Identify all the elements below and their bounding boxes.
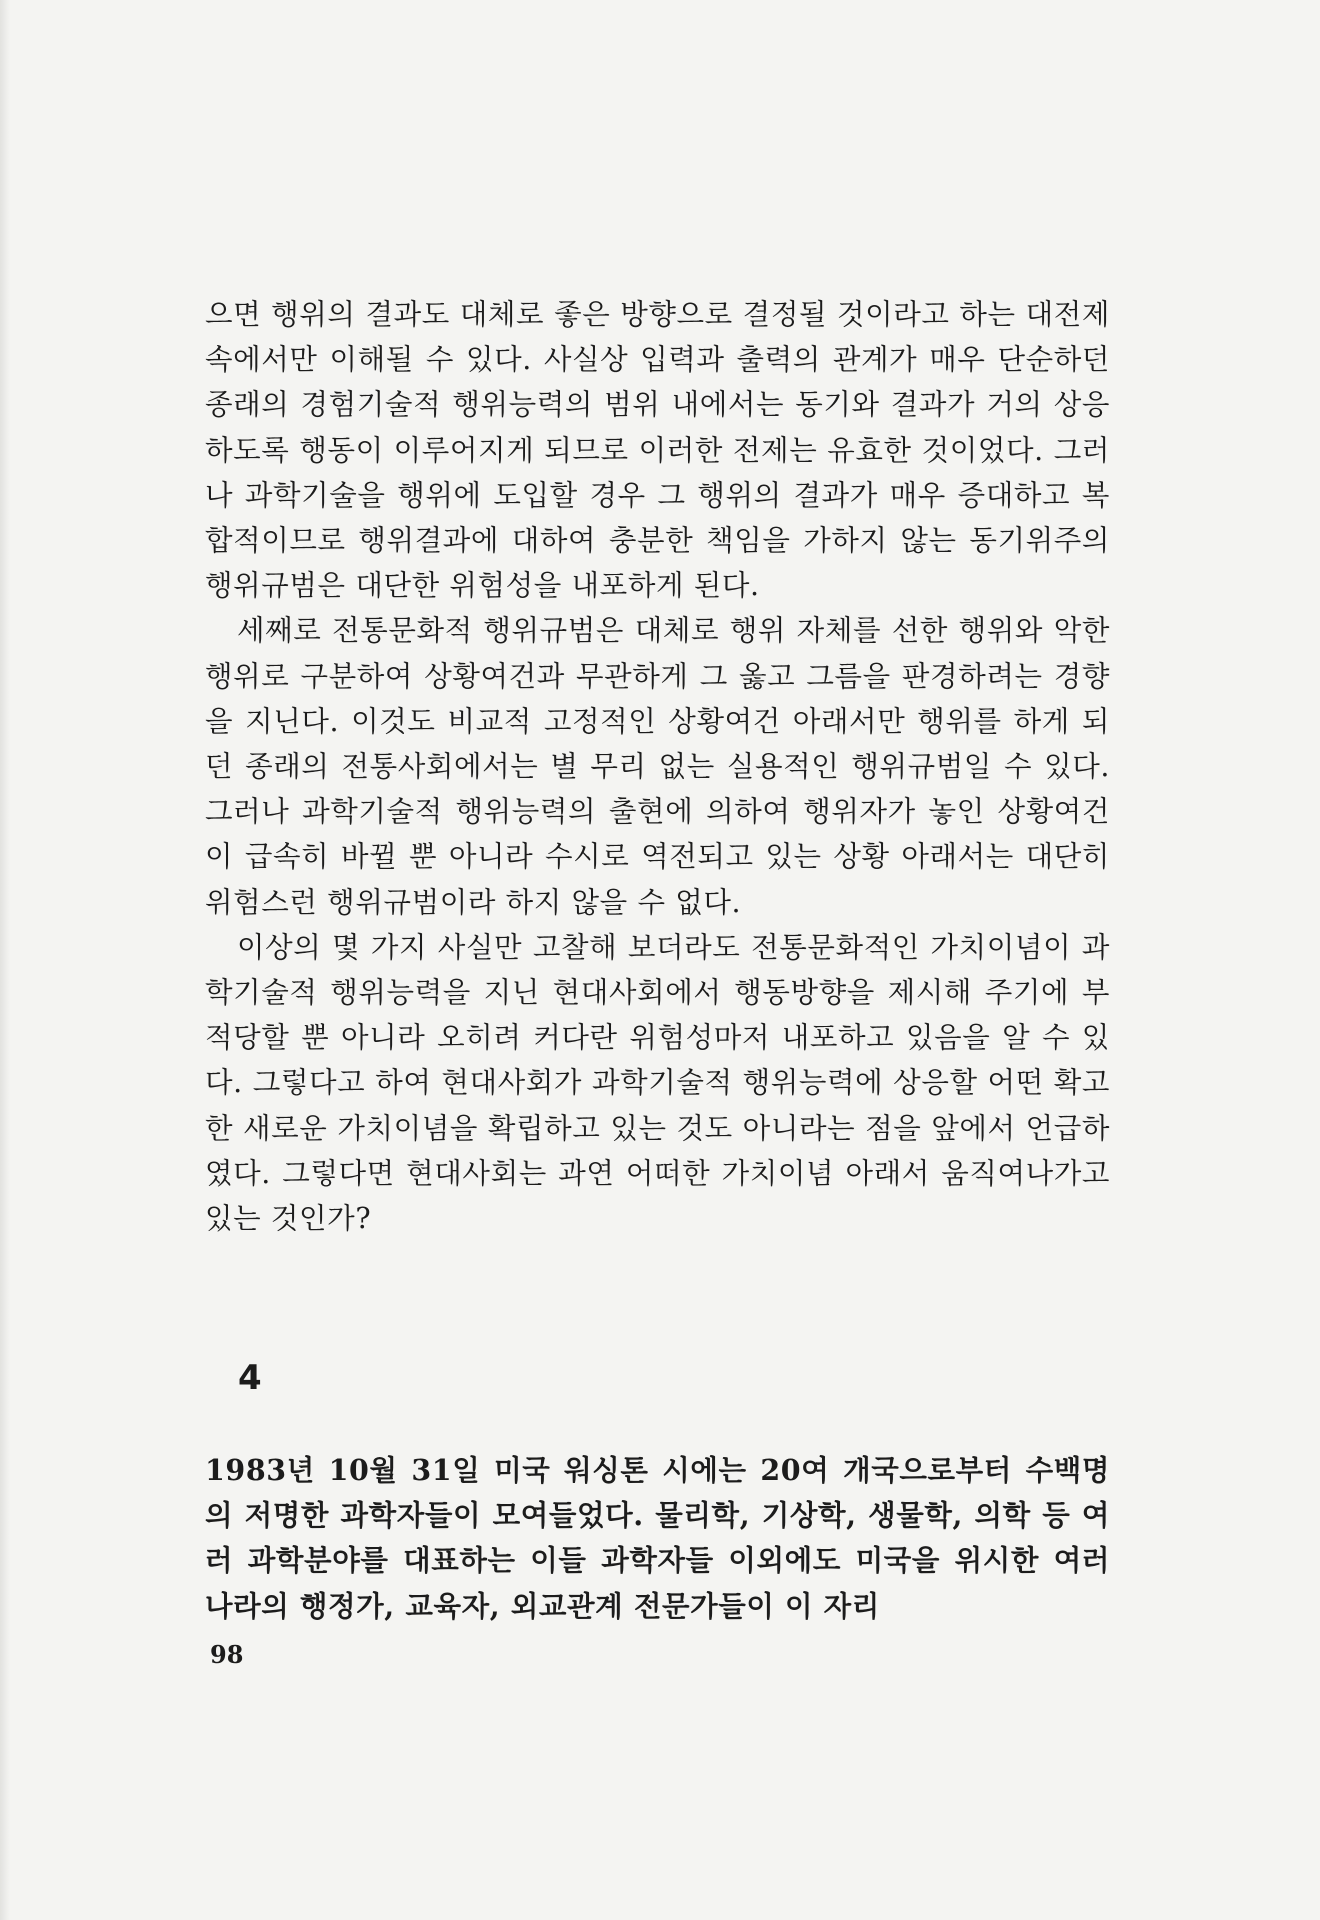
page-edge-shadow bbox=[0, 0, 10, 1920]
body-text-section-4 bbox=[205, 1448, 1110, 1629]
body-text-section-3 bbox=[205, 292, 1110, 1241]
paragraph-1: 으면 행위의 결과도 대체로 좋은 방향으로 결정될 것이라고 하는 대전제 속에서만 이해될 수 있다. 사실상 입력과 출력의 관계가 매우 단순하던 종래의 경험기술적 행위능력의 범위 내에서는 동기와 결과가 거의 상응하도록 행동이 이루어지게 되므로 이러한 전제는 유효한 것이었다. 그러나 과학기술을 행위에 도입할 경우 그 행위의 결과가 매우 증대하고 복합적이므로 행위결과에 대하여 충분한 책임을 가하지 않는 동기위주의 행위규범은 대단한 위험성을 내포하게 된다. bbox=[205, 298, 1110, 603]
paragraph-2: 세째로 전통문화적 행위규범은 대체로 행위 자체를 선한 행위와 악한 행위로 구분하여 상황여건과 무관하게 그 옳고 그름을 판경하려는 경향을 지닌다. 이것도 비교적 고정적인 상황여건 아래서만 행위를 하게 되던 종래의 전통사회에서는 별 무리 없는 실용적인 행위규범일 수 있다. 그러나 과학기술적 행위능력의 출현에 의하여 행위자가 놓인 상황여건이 급속히 바뀔 뿐 아니라 수시로 역전되고 있는 상황 아래서는 대단히 위험스런 행위규범이라 하지 않을 수 없다. bbox=[205, 614, 1110, 919]
paragraph-3: 이상의 몇 가지 사실만 고찰해 보더라도 전통문화적인 가치이념이 과학기술적 행위능력을 지닌 현대사회에서 행동방향을 제시해 주기에 부적당할 뿐 아니라 오히려 커다란 위험성마저 내포하고 있음을 알 수 있다. 그렇다고 하여 현대사회가 과학기술적 행위능력에 상응할 어떤 확고한 새로운 가치이념을 확립하고 있는 것도 아니라는 점을 앞에서 언급하였다. 그렇다면 현대사회는 과연 어떠한 가치이념 아래서 움직여나가고 있는 것인가? bbox=[205, 930, 1110, 1236]
page-number: 98 bbox=[210, 1640, 244, 1669]
section-number: 4 bbox=[238, 1358, 262, 1398]
section-4-paragraph: 1983년 10월 31일 미국 워싱톤 시에는 20여 개국으로부터 수백명의 저명한 과학자들이 모여들었다. 물리학, 기상학, 생물학, 의학 등 여러 과학분야를 대표하는 이들 과학자들 이외에도 미국을 위시한 여러 나라의 행정가, 교육자, 외교관계 전문가들이 이 자리 bbox=[205, 1453, 1110, 1623]
